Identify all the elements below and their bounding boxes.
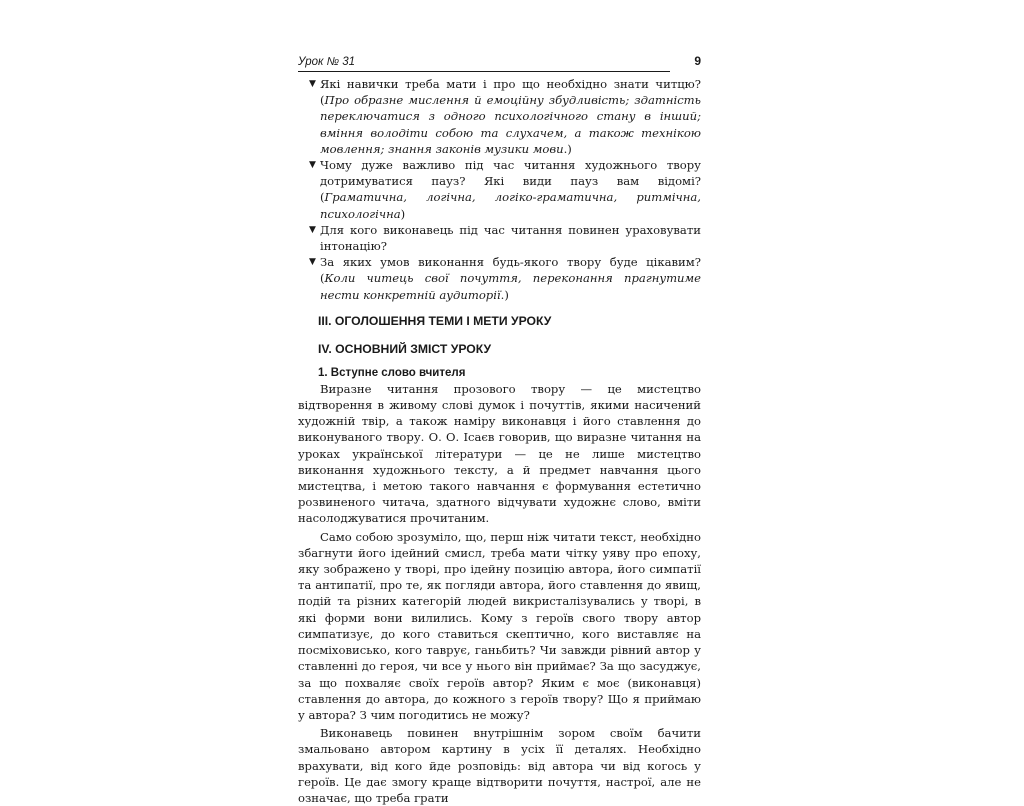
section-heading-main-content: IV. ОСНОВНИЙ ЗМІСТ УРОКУ bbox=[318, 341, 492, 356]
triangle-down-icon: ▼ bbox=[309, 257, 316, 268]
question-text: Які навички треба мати і про що необхідно знати читцю? ( bbox=[320, 77, 701, 108]
header-rule bbox=[298, 71, 670, 72]
list-item bbox=[298, 222, 701, 254]
subsection-heading: 1. Вступне слово вчителя bbox=[318, 366, 466, 379]
question-answer: Про образне мислення й емоційну збудливість; здатність переключатися з одного психологічного стану в інший; вміння володіти собою та слухачем, а також технікою мовлення; знання законів музики мови bbox=[320, 93, 701, 156]
question-tail: ) bbox=[400, 206, 406, 221]
paragraph: Виразне читання прозового твору — це мистецтво відтворення в живому слові думок і почуттів, якими насичений художній твір, а також наміру виконавця і його ставлення до виконуваного твору. О. О. Ісаєв говорив, що виразне читання на уроках української літератури — це не лише мистецтво виконання художнього тексту, а й предмет навчання цього мистецтва, і метою такого навчання є формування естетично розвиненого читача, здатного відчувати художнє слово, вміти насолоджуватися прочитаним. bbox=[298, 381, 701, 526]
page-number: 9 bbox=[694, 54, 701, 68]
triangle-down-icon: ▼ bbox=[309, 79, 316, 89]
paragraph: Виконавець повинен внутрішнім зором своїм бачити змальовано автором картину в усіх її деталях. Необхідно врахувати, від кого йде розповідь: від автора чи від когось у героїв. Це дає змогу краще відтворити почуття, настрої, але не означає, що треба грати bbox=[298, 726, 701, 805]
lesson-title: Урок № 31 bbox=[298, 56, 356, 68]
question-tail: .) bbox=[563, 141, 572, 156]
list-item bbox=[298, 76, 701, 157]
question-tail: .) bbox=[500, 287, 509, 302]
list-item bbox=[298, 157, 701, 222]
question-text: За яких умов виконання будь-якого твору буде цікавим? ( bbox=[320, 255, 701, 286]
paragraph: Само собою зрозуміло, що, перш ніж читати текст, необхідно збагнути його ідейний смисл, треба мати чітку уяву про епоху, яку зображено у творі, про ідейну позицію автора, його симпатії та антипатії, про те, як погляди автора, його ставлення до явищ, подій та різних категорій людей викристалізувались у творі, в які форми вони вилились. Кому з героїв свого твору автор симпатизує, до кого ставиться скептично, кого виставляє на посміховисько, кого таврує, ганьбить? Чи завжди рівний автор у ставленні до героя, чи все у нього він приймає? За що засуджує, за що похваляє своїх героїв автор? Яким є моє (виконавця) ставлення до автора, до кожного з героїв твору? Що я приймаю у автора? З чим погодитись не можу? bbox=[298, 529, 701, 722]
question-text: Чому дуже важливо під час читання художнього твору дотримуватися пауз? Які види пауз вам відомі? ( bbox=[320, 158, 701, 205]
page-body bbox=[298, 76, 701, 806]
question-list bbox=[298, 76, 701, 303]
question-text: Для кого виконавець під час читання повинен ураховувати інтонацію? bbox=[320, 222, 701, 254]
book-page bbox=[298, 52, 701, 806]
question-answer: Граматична, логічна, логіко-граматична, ритмічна, психологічна bbox=[320, 190, 701, 221]
section-heading-announcement: ІІІ. ОГОЛОШЕННЯ ТЕМИ І МЕТИ УРОКУ bbox=[318, 313, 552, 328]
triangle-down-icon: ▼ bbox=[309, 224, 316, 235]
triangle-down-icon: ▼ bbox=[309, 160, 316, 171]
list-item bbox=[298, 254, 701, 303]
question-answer: Коли читець свої почуття, переконання прагнутиме нести конкретній аудиторії bbox=[320, 271, 701, 302]
running-header bbox=[298, 52, 701, 68]
